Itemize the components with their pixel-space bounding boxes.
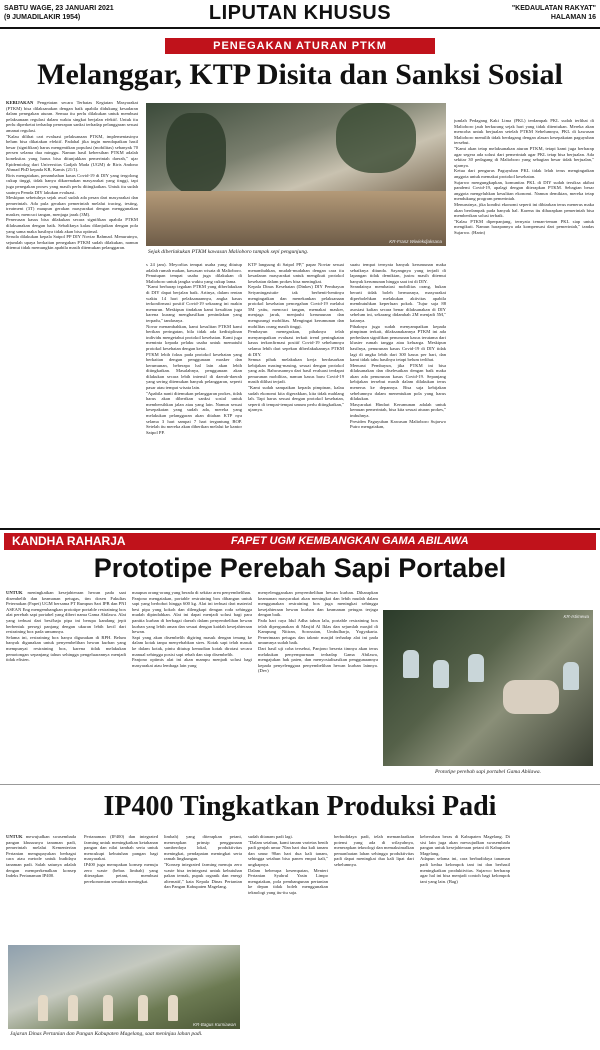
- paper-name: "KEDAULATAN RAKYAT": [511, 5, 596, 12]
- story2-rubric: KANDHA RAHARJA: [12, 534, 126, 548]
- story2-photo: [383, 610, 593, 766]
- story2-caption: Prototipe perebah sapi portabel Gama Abilawa.: [434, 769, 542, 775]
- story1-column-3: KTP langsung di Satpol PP," papar Noviar sesuai menambahkan, mudah-mudahan dengan cara itu kesadaran masyarakat untuk mengikuti protokol kesehatan dalam prokes bisa meningkat. Kepala Dinas Kesehatan (Dinkes) DIY Pembayun Setyaningastutie tak berhenti-hentinya mengingatkan dan menekankan pelaksanaan protokol kesehatan pencegahan Covid-19 melalui 5M yaitu, mencuci tangan, memakai masker, menjaga jarak, menjauhi kerumunan dan mengurangi mobilitas. Mengingat kerumunan dan mobilitas orang masih tinggi. Pembayun menegaskan, pihaknya telah menyampaikan evaluasi terkait trend peningkatan kasus terkonfirmasi positif Covid-19 sebelumnya selama lebih dari sepekan diberlakukannya PTKM di DIY. Semua pihak melakukan kerja berdasarkan kebijakan masing-masing, sesuai dengan protokol yang ada. Bahwasannya dari hasil evaluasi terdapat penurunan mobilitas, namun kasus baru Covid-19 masih dilihat terjadi. "Kami sudah sampaikan kepada pimpinan, kalau sudah ekonomi kita digerakkan, kita tidak mahlang lah. Tapi harus sesuai dengan protokol kesehatan, seperti di tempat-tempat umum perlu ditingkatkan," ujarnya.: [248, 262, 344, 413]
- story3-lead-word: UNTUK: [6, 834, 23, 839]
- story1-photo-credit: KR-Franz Wiwiekdjaksana: [389, 239, 442, 244]
- issue-date-line1: SABTU WAGE, 23 JANUARI 2021: [4, 5, 114, 12]
- story3-column-5: berbudidaya padi, telah memanfaatkan potensi yang ada di wilayahnya, menerapkan teknologi dan memaksimalkan pemanfaatan lahan sehingga produktivitas padi dapat meningkat dua kali lipat dari sebelumnya.: [334, 834, 414, 867]
- story1-photo: [146, 103, 446, 246]
- section-rule: [0, 528, 600, 530]
- story2-lead-word: UNTUK: [6, 590, 23, 595]
- story1-caption: Sejak diberlakukan PTKM kawasan Malioboro tampak sepi pengunjung.: [148, 249, 309, 255]
- story2-headline: Prototipe Perebah Sapi Portabel: [93, 553, 507, 583]
- story1-lead-word: KEBIJAKAN: [6, 100, 34, 105]
- header-rule: [0, 27, 600, 29]
- story3-photo-credit: KR-Bagus Kurniawan: [192, 1022, 236, 1027]
- story2-column-3: menyelenggarakan penyembelihan hewan kurban. Diharapkan keamanan masyarakat akan meningkat dan lebih mudah dalam menggunakan restraining box juga meningkat sehingga kesejahteraan hewan kurban dan keamanan petugas terjaga dengan baik. Pada hari raya Idul Adha tahun lalu, portable restraining box telah dipergunakan di Masjid Al Iklas dan sejumlah masjid di Kampung Nitiran, Sorosutan, Umbulharjo, Yogyakarta. Penerimaan petugas dan takmir masjid terhadap alat ini pada umumnya sudah baik. Dari hasil uji coba tersebut, Panjono beserta timnya akan terus melakukan penyempurnaan terhadap Gama Abilawa, mengajukan hak paten, dan menyosialisasikan penggunaannya kepada penyelenggara penyembelihan hewan kurban lainnya. (Dev): [258, 590, 378, 674]
- story1-column-1: [6, 100, 138, 520]
- story3-column-2: Pertanaman (IP400) dan integrated farming untuk meningkatkan ketahanan pangan dan nilai tambah serta untuk mencukupi kebutuhan pangan bagi masyarakat. IP400 juga merupakan konsep menuju zero waste (bebas limbah) yang diterapkan petani, membuat perekonomian semakin meningkat.: [84, 834, 158, 884]
- story2-kicker: FAPET UGM KEMBANGKAN GAMA ABILAWA: [231, 535, 469, 547]
- story3-column-4: sudah ditanam padi lagi. "Dalam setahun, kami tanam varietas benih padi genjah umur 70an hari dua kali tanam dan umur 90an hari dua kali tanam, sehingga setahun bisa panen empat kali," ungkapnya. Dalam beberapa kesempatan, Menteri Pertanian Syahrul Yasin Limpo mengatakan, pola pembangunan pertanian ke depan tidak boleh menggunakan teknologi yang itu-itu saja.: [248, 834, 328, 895]
- story1-col1-text: Pengetatan secara Terbatas Kegiatan Masyarakat (PTKM) bisa dilaksanakan dengan baik apabila didukung kesadaran dalam penegakan aturan. Semua itu perlu dilakukan untuk membuat pelaksanaan regulasi dalam waktu singkat berjalan efektif. Untuk itu perlu diperketat terhadap penerapan sanksi terhadap pelanggaran sesuai amanat regulasi. "Kalau dilihat cari evaluasi pelaksanaan PTKM, implementasinya belum bisa dikatakan efektif. Padahal jika ingin mendapatkan hasil besar (signifikan) harus mengentikan populasi (mobilitas) sebanyak 70 persen selama dua minggu. Namun hasil kebersihan PTKM adalah koneksitas yang harus bisa ditunjukkan pemerintah daerah," ujar Epidemiolog dari Universitas Gadjah Mada (UGM) dr Riris Andono Ahmad PhD kepada KR, Kamis (21/1). Riris mengatakan, penambahan kasus Covid-19 di DIY yang tergolong cukup tinggi, tidak hanya dikarenakan masyarakat yang tinggi, tapi juga penegakan proses yang masih perlu ditingkatkan. Untuk itu sudah saatnya Pemda DIY lakukan evaluasi. Meskipun sebetulnya sejak awal sudah ada pesan dari masyarakat dan pemerintah. Ada pula gerakan pemerintah melalui tracing, testing, treatment (3T) maupun gerakan masyarakat dengan menggunakan masker, mencuci tangan, menjaga jarak (3M). Penerusan kasus bisa dilakukan secara signifikan apabila PTKM dilaksanakan dengan baik. Sebaliknya kalau dilanjutkan dengan pola yang sama maka hasilnya tidak akan bisa optimal. Seruda dilakukan kepala Satpol PP DIY Noviar Rahmad. Menurutnya, sejumlah upaya berkaitan penegakan PTKM sudah dilakukan, namun ditemui tidak memungkin apabila masih ditemukan pelanggaran.: [6, 100, 138, 251]
- story2-column-1: [6, 590, 126, 776]
- story3-photo: [8, 945, 240, 1029]
- story3-col1-text: mewujudkan swasembada pangan khususnya tanaman padi, pemerintah melalui Kementerian Pertanian mengupayakan berbagai cara atau metode untuk budidaya tanaman padi. Salah satunya adalah dengan memperkenalkan konsep Indeks Pertanaman IP400.: [6, 834, 76, 879]
- page-info: [512, 4, 596, 22]
- story1-column-2: s 24 jam). Meyorltas tempat usaha yang ditutup adalah rumah makan, kawasan wisata di Malioboro. Penutupan tempat usaha juga dilakukan di Malioboro untuk jangka waktu yang cukup lama. "Kami berharap tegakan PTKM yang diberlakukan di DIY dapat berjalan baik. Artinya, dalam rentan waktu 14 hari pelaksanaannya, angka kasus terkonfirmasi positif Covid-19 sekarang ini makin menurun. Meskipun tindakan kami kesulitan juga karena kurang menghasilkan penindakan yang terpadu," tandasnya. Novar menambahkan, kami kesulitan PTKM kami berikan peringatan, bila tidak ada kedisiplinan individu mengetahui protokol kesehatan. Kami juga meminta kepada pelaku usaha untuk mematuhi protokol kesehatan dengan ketat. PTKM lebih fokus pada protokol kesehatan yang berkaitan dengan penggunaan masker dan kerumunan, beberapa hal lain akan lebih ditingkatkan. Masalahnya, penggunaan akan dilakukan secara lebih intensif di daerah-daerah yang sering ditemukan banyak pelanggaran, seperti pasar atau tempat wisata lain. "Apabila nanti ditemukan pelanggaran prokes, tidak harus akan diberikan sanksi sosial untuk membersihkan jalan atau yang lain. Namun sesuai kesepakatan yang sudah ada, mereka yang melakukan pelanggaran akan ditahan KTP nya selama 3 hari sampai 7 hari tergantung BOP. Setelah itu mereka akan diberikan melalui ke kantor Satpol PP.: [146, 262, 242, 435]
- page-number: HALAMAN 16: [550, 14, 596, 21]
- story2-photo-credit: KR-Istimewa: [563, 614, 589, 619]
- story3-headline: IP400 Tingkatkan Produksi Padi: [103, 791, 497, 822]
- story1-kicker: PENEGAKAN ATURAN PTKM: [165, 38, 435, 54]
- section-divider: [0, 784, 600, 785]
- story1-headline: Melanggar, KTP Disita dan Sanksi Sosial: [37, 58, 563, 91]
- story3-column-6: kebersihan beras di Kabupaten Magelang. Di sisi lain juga akan mewujudkan swasembada pangan untuk kesejahteraan petani di Kabupaten Magelang. Adapun selama ini, cara berbudidaya tanaman padi kedua kelompok tani ini dan berhasil meningkatkan produktivitas. Sujarwo berharap agar hal ini bisa menjadi contoh bagi kelompok tani yang lain. (Bag): [420, 834, 510, 884]
- story2-rubric-bar: [4, 533, 596, 550]
- story1-column-4: suatu tempat ternyata banyak kerumunan maka sebaiknya ditunda. Sayangnya yang terjadi di lapangan tidak demikian, justru masih ditemui banyak kerumunan hingga saat ini di DIY. Seandainya membatasi mobilitas orang, bukan berarti tidak boleh bermasnya, masyarakat diperbolehkan melakukan aktivitas apabila membutuhkan keperluan pokok. "Jujur saja 88 asosiasi kalian secara benar dilaksanakan di DIY sebelum ini, sekarang didambah 2M menjadi 5M," katanya. Pihaknya juga sudah menyampaikan kepada pimpinan terkait, dilaksanakannya PTKM ini ada perbedaan signifikan penurunan kasus terutama dari kluster rumah tangga atau keluarga. Meskipun hasilnya, penurunan kasus Covid-19 di DIY tidak lagi di angka lebih dari 300 kasus per hari, dan kami tidak tahu hasilnya tetapi belum terlihat. Menurut Pembayun, jika PTKM ini bisa dilaksanakan dan diselesaikan dengan baik maka akan ada penurunan kasus Covid-19. Sepanjang kebijakan tersebut masih dalam dilakukan terus menerus ke depannya. Bisa saja kebijakan sebelumnya dalam menentukan pola yang harus dilakukan. Masyarakat Hindari Kerumunan adalah untuk kemuan pemerintah, bisa kita sesuai aturan prokes," imbuhnya. Presiden Paguyuban Kawasan Malioboro Sujarwo Putro mengatakan,: [350, 262, 446, 430]
- story2-column-2: maupun orang-orang yang berada di sekitar area penyembelihan. Panjono mengatakan, portable restraining box dibangun untuk sapi yang berbobot hingga 600 kg. Alat ini terbuat dari material besi pipa yang kokoh dan dilengkapi dengan roda sehingga mudah dipindahkan. Alat ini dapat menjadi solusi bagi para panitia kurban di berbagai daerah dalam penyembelihan hewan kurban yang lebih aman dan sesuai dengan kaidah kesejahteraan hewan. Sapi yang akan disembelih digiring masuk dengan tenang ke dalam kotak tanpa menyebabkan stres. Kotak sapi telah masuk ke dalam kotak, pintu ditutup kemudian kotak dirotasi secara manual sehingga posisi sapi rebah dan siap disembelih. Panjono optimis alat ini akan mampu menjadi solusi bagi masyarakat atau lembaga lain yang: [132, 590, 252, 668]
- section-title: LIPUTAN KHUSUS: [208, 2, 392, 24]
- issue-date-line2: (9 JUMADILAKIR 1954): [4, 14, 81, 21]
- story1-column-5: jumlah Pedagang Kaki Lima (PKL) terdampak PKL sudah terlihat di Malioboro jauh berkurang sejak hari yang tidak ditentukan. Mereka akan mencoba untuk berjualan setelah PTKM Sebelumnya, PKL di kawasan Malioboro memilih tidak berdagang dengan alasan kesepakatan paguyuban tersebut. "Kami akan tetap melaksanakan aturan PTKM, tetapi kami juga berharap agar segera ada solusi dari pemerintah agar PKL tetap bisa berjualan. Ada sekitar 30 pedagang di Malioboro yang sebagian besar tidak berjualan," ujarnya. Ketua dari pengurus Paguyuban PKL tidak lelah terus mengingatkan anggota untuk memakai protokol kesehatan. Sujarwo mengungkapkan, komunitas PKL di DIY sudah tersiksa akibat pandemi Covid-19, apalagi dengan diterapkan PTKM. Sebagian besar anggota mengeluhkan kesulitan ekonomi. Namun demikian, mereka tetap mendukung program pemerintah. Menurutnya, jika kondisi ekonomi seperti ini dibiarkan terus menerus maka akan berdampak pada banyak hal. Karena itu diharapkan pemerintah bisa memberikan solusi terbaik. "Kalau PTKM diperpanjang, ternyata teman-teman PKL siap untuk mengikuti. Namun harapannya ada kompensasi dari pemerintah," tandas Sujarwo. (Harin): [454, 118, 594, 235]
- story2-col1-text: meningkatkan kesejahteraan hewan pada saat disembelih dan keamanan petugas, tim dosen Fakultas Peternakan (Fapet) UGM bersama PT Rumpun Sari IPB dan PNI ASEAN Eng mengembangkan prototipe portable restraining box alat perebah sapi portabel yang diberi nama Gama Abilawa. Alat yang terbuat dari besi/baja pipa ini berupa kandang jepit berbentuk persegi panjang dengan ukuran lebih kecil dari restraining box pada umumnya. Selama ini, restraining box hanya digunakan di RPH. Belum banyak digunakan untuk penyembelihan hewan kurban yang mempunyai restraining box, karena tidak melakukan pemotongan sepanjang tahun sehingga pengeluarannya menjadi tidak efisien.: [6, 590, 126, 663]
- story3-caption: Jajaran Dinas Pertanian dan Pangan Kabupaten Magelang, saat meninjau lahan padi.: [10, 1031, 203, 1037]
- story3-column-3: limbah) yang diterapkan petani, menerapkan prinsip penggunaan sumberdaya lokal, produktivitas meningkat, pendapatan meningkat serta ramah lingkungan. "Konsep integrated farming menuju zero waste bisa terintegrasi untuk kebutuhan pakan ternak, pupuk organik dan energi alternatif," kata Kepala Dinas Pertanian dan Pangan Kabupaten Magelang.: [164, 834, 242, 890]
- story3-column-1: [6, 834, 76, 940]
